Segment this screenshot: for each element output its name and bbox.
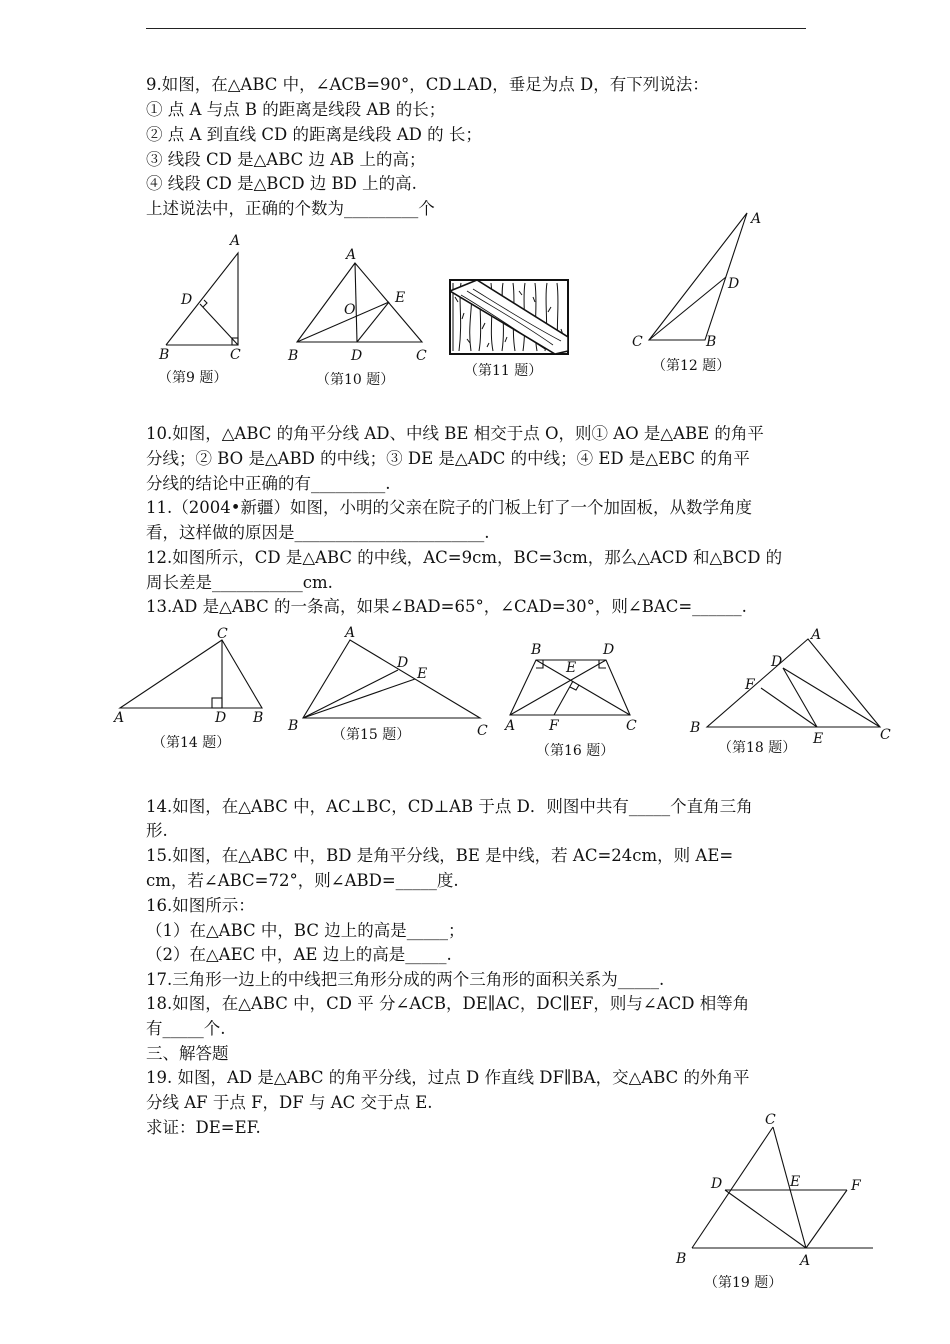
fig19-label-b: B (676, 1251, 687, 1267)
fig18-label-f: F (745, 677, 755, 693)
figure-14 (110, 625, 275, 730)
q12-line-2: 周长差是___________cm. (146, 573, 333, 592)
caption-fig12: （第12 题） (652, 358, 731, 374)
figure-11 (449, 279, 569, 355)
fig18-label-d: D (771, 654, 783, 670)
fig18-label-a: A (811, 627, 822, 643)
fig14-label-b: B (253, 710, 264, 726)
fig12-label-c: C (632, 334, 643, 350)
figure-19 (670, 1110, 880, 1275)
fig12-label-b: B (706, 334, 717, 350)
q16-part-1: （1）在△ABC 中，BC 边上的高是_____； (146, 921, 465, 940)
fig14-label-a: A (114, 710, 125, 726)
fig18-label-b: B (690, 720, 701, 736)
q18-line-2: 有_____个. (146, 1019, 226, 1038)
q16-part-2: （2）在△AEC 中，AE 边上的高是_____. (146, 945, 452, 964)
fig10-label-o: O (344, 302, 356, 318)
q9-option-2: ② 点 A 到直线 CD 的距离是线段 AD 的 长； (146, 125, 482, 144)
fig16-label-a: A (505, 718, 516, 734)
q19-line-1: 19. 如图，AD 是△ABC 的角平分线，过点 D 作直线 DF∥BA，交△ABC 的外角平 (146, 1068, 750, 1087)
q9-stem: 9.如图，在△ABC 中，∠ACB=90°，CD⊥AD，垂足为点 D，有下列说法： (146, 75, 709, 94)
q10-line-2: 分线；② BO 是△ABD 的中线；③ DE 是△ADC 的中线；④ ED 是△EBC 的角平 (146, 449, 750, 468)
fig16-label-b: B (531, 642, 542, 658)
fig18-label-e: E (813, 731, 824, 747)
q15-line-2: cm，若∠ABC=72°，则∠ABD=_____度. (146, 871, 459, 890)
fig19-label-c: C (765, 1112, 776, 1128)
q9-option-1: ① 点 A 与点 B 的距离是线段 AB 的长； (146, 100, 446, 119)
q15-line-1: 15.如图，在△ABC 中，BD 是角平分线，BE 是中线，若 AC=24cm，则 AE= (146, 846, 734, 865)
q9-option-4: ④ 线段 CD 是△BCD 边 BD 上的高. (146, 174, 417, 193)
fig10-label-c: C (416, 348, 427, 364)
q19-line-2: 分线 AF 于点 F，DF 与 AC 交于点 E. (146, 1093, 433, 1112)
fig19-label-d: D (711, 1176, 723, 1192)
q14-line-2: 形. (146, 821, 168, 840)
caption-fig10: （第10 题） (316, 372, 395, 388)
fig10-label-a: A (346, 247, 357, 263)
q14-line-1: 14.如图，在△ABC 中，AC⊥BC，CD⊥AB 于点 D．则图中共有_____个直角三角 (146, 797, 753, 816)
q18-line-1: 18.如图，在△ABC 中，CD 平 分∠ACB，DE∥AC，DC∥EF，则与∠ACD 相等角 (146, 994, 750, 1013)
top-rule (146, 28, 806, 29)
q9-option-3: ③ 线段 CD 是△ABC 边 AB 上的高； (146, 150, 426, 169)
caption-fig16: （第16 题） (536, 743, 615, 759)
q13-line: 13.AD 是△ABC 的一条高，如果∠BAD=65°，∠CAD=30°，则∠BAC=______. (146, 597, 747, 616)
figure-12 (625, 205, 770, 355)
fig19-label-a: A (800, 1253, 811, 1269)
fig9-label-d: D (181, 292, 193, 308)
q12-line-1: 12.如图所示，CD 是△ABC 的中线，AC=9cm，BC=3cm，那么△ACD 和△BCD 的 (146, 548, 783, 567)
fig14-label-c: C (217, 626, 228, 642)
fig15-label-e: E (417, 666, 428, 682)
fig16-label-c: C (626, 718, 637, 734)
caption-fig9: （第9 题） (158, 370, 228, 386)
caption-fig14: （第14 题） (152, 735, 231, 751)
q19-proof-goal: 求证：DE=EF. (146, 1118, 261, 1137)
figure-18 (685, 622, 900, 747)
fig15-label-c: C (477, 723, 488, 739)
fig10-label-e: E (395, 290, 406, 306)
q10-line-3: 分线的结论中正确的有_________. (146, 474, 391, 493)
figure-9 (150, 228, 250, 368)
fig16-label-f: F (549, 718, 559, 734)
fig18-label-c: C (880, 727, 891, 743)
q16-stem: 16.如图所示： (146, 896, 255, 915)
caption-fig19: （第19 题） (704, 1275, 783, 1291)
q9-question: 上述说法中，正确的个数为_________个 (146, 199, 435, 218)
fig10-label-b: B (288, 348, 299, 364)
q10-line-1: 10.如图，△ABC 的角平分线 AD、中线 BE 相交于点 O，则① AO 是△ABE 的角平 (146, 424, 764, 443)
fig19-label-e: E (790, 1174, 801, 1190)
fig14-label-d: D (215, 710, 227, 726)
figure-10 (285, 245, 435, 370)
section-heading: 三、解答题 (146, 1044, 229, 1063)
fig16-label-d: D (603, 642, 615, 658)
fig12-label-a: A (751, 211, 762, 227)
fig9-label-b: B (159, 347, 170, 363)
q11-line-1: 11.（2004•新疆）如图，小明的父亲在院子的门板上钉了一个加固板，从数学角度 (146, 498, 752, 517)
fig9-label-c: C (230, 347, 241, 363)
figure-16 (500, 640, 650, 735)
fig10-label-d: D (351, 348, 363, 364)
fig12-label-d: D (728, 276, 740, 292)
caption-fig15: （第15 题） (332, 727, 411, 743)
fig15-label-b: B (288, 718, 299, 734)
fig15-label-d: D (397, 655, 409, 671)
q17-line: 17.三角形一边上的中线把三角形分成的两个三角形的面积关系为_____. (146, 970, 665, 989)
q11-line-2: 看，这样做的原因是_______________________. (146, 523, 490, 542)
caption-fig11: （第11 题） (464, 363, 543, 379)
figure-15 (285, 622, 495, 737)
fig19-label-f: F (851, 1178, 861, 1194)
fig9-label-a: A (230, 233, 241, 249)
caption-fig18: （第18 题） (718, 740, 797, 756)
fig15-label-a: A (345, 625, 356, 641)
fig16-label-e: E (566, 660, 577, 676)
